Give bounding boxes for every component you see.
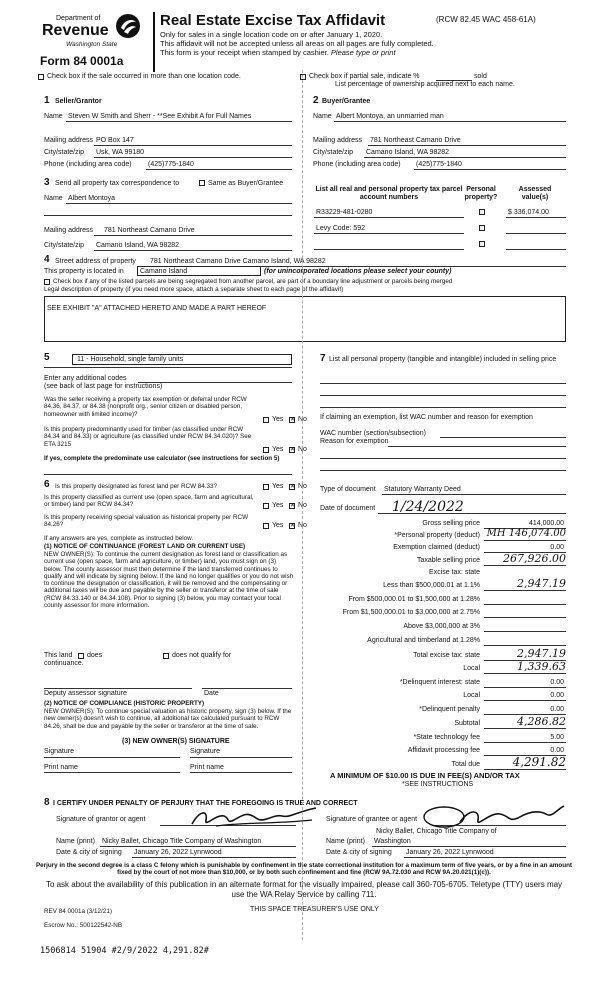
section-2-number: 2 [313, 95, 319, 106]
street-label: Street address of property [55, 258, 136, 265]
tax-local-label: Local [463, 665, 480, 672]
tax-delinq-penalty-value: 0.00 [550, 706, 564, 713]
tax-total-due-label: Total due [451, 761, 480, 768]
tax-tech-fee-label: *State technology fee [413, 734, 480, 741]
buyer-mailing-value: 781 Northeast Camano Drive [370, 137, 461, 144]
s6-q3-no-label: No [298, 522, 307, 529]
parcel-row-1-line [314, 217, 464, 218]
header-line1: Only for sales in a single location code on or after January 1, 2020. [160, 30, 383, 39]
section5-line-a [44, 367, 292, 368]
section7-text: List all personal property (tangible and intangible) included in selling price [329, 356, 557, 363]
tax-tier4-label: Above $3,000,000 at 3% [403, 623, 480, 630]
tax-taxable-value: 267,926.00 [503, 552, 566, 565]
seller-mailing-value: PO Box 147 [96, 137, 134, 144]
availability-notice: To ask about the availability of this publication in an alternate format for the visually impaired, please call 360-705-6705. Teletype (TTY) users may use the WA Relay Service by calling 711. [45, 880, 563, 899]
segregated-checkbox[interactable] [44, 279, 50, 285]
section-3-number: 3 [44, 177, 50, 188]
buyer-city-label: City/state/zip [313, 149, 354, 156]
grantee-date-label: Date & city of signing [326, 849, 392, 856]
buyer-phone-line [414, 169, 566, 170]
notice2-text: NEW OWNER(S): To continue special valuation as historic property, sign (3) below. If the new owner(s) doesn't wish to continue, all additional tax calculated pursuant to RCW 84.26, shall be due and payable by the seller or transferor at the time of sale. [44, 708, 292, 730]
q1-yes-label: Yes [272, 416, 284, 423]
escrow-number: Escrow No.: 500122542-NB [44, 922, 123, 929]
reason-label: Reason for exemption [320, 438, 389, 445]
s6-q1-no-checkbox[interactable]: ✕ [290, 484, 296, 490]
multi-location-label: Check box if the sale occurred in more than one location code. [47, 73, 241, 80]
tax-tier1-line [484, 590, 566, 591]
form-title: Real Estate Excise Tax Affidavit [160, 12, 386, 29]
section5-question-1: Was the seller receiving a property tax exemption or deferral under RCW 84.36, 84.37, or 84.38 (nonprofit org., senior citizen or disabled person, homeowner with limited income)? [44, 396, 247, 418]
tax-tier2-line [484, 604, 566, 605]
s6-q2-no-checkbox[interactable]: ✕ [290, 503, 296, 509]
section-1-number: 1 [44, 95, 50, 106]
parcel-row-2-personal-checkbox[interactable] [479, 225, 485, 231]
q1-yes-checkbox[interactable] [263, 417, 269, 423]
tax-total-due-line [484, 769, 566, 770]
owner-print-line-1 [44, 772, 180, 773]
grantor-name-line [100, 846, 296, 847]
section6-ifany: If any answers are yes, complete as instructed below. [44, 535, 194, 542]
deputy-date-label: Date [204, 690, 219, 697]
header-line3-italic: Please type or print [330, 48, 396, 57]
owner-sig-line-2 [190, 757, 292, 758]
parcel-row-2-number: Levy Code: 592 [316, 225, 366, 232]
tax-subtotal-label: Subtotal [454, 720, 480, 727]
s6-q1-no-label: No [298, 483, 307, 490]
partial-sold-label: sold [474, 73, 487, 80]
section-5-number: 5 [44, 352, 50, 363]
section5-line-b [44, 474, 292, 475]
buyer-phone-value: (425)775-1840 [416, 161, 462, 168]
notice2-title: (2) NOTICE OF COMPLIANCE (HISTORIC PROPERTY) [44, 700, 205, 707]
grantee-name-above: Nicky Ballet, Chicago Title Company of [376, 828, 497, 835]
q1-no-label: No [298, 416, 307, 423]
cashier-stamp: 1506814 51904 #2/9/2022 4,291.82# [40, 946, 209, 956]
same-as-buyer-label: Same as Buyer/Grantee [208, 180, 284, 187]
dor-logo [40, 12, 150, 52]
parcel-row-1-number: R33229-481-0280 [316, 209, 373, 216]
seller-name-line [66, 121, 292, 122]
s6-q2-no-label: No [298, 502, 307, 509]
logo-dept: Department of [56, 15, 101, 22]
section5-question-2b: If yes, complete the predominate use calculator (see instructions for section 5) [44, 455, 280, 462]
tax-delinq-int-state-label: *Delinquent interest: state [399, 679, 480, 686]
deputy-sig-label: Deputy assessor signature [44, 690, 127, 697]
perjury-notice: Perjury in the second degree is a class C felony which is punishable by confinement in the state correctional institution for a maximum term of five years, or by a fine in an amount fixed by the court of not more than $10,000, or by both such confinement and fine (RCW 9A.72.030 and RCW 9A.20.021(1)(c)). [35, 862, 573, 877]
owner-sig-line-1 [44, 757, 180, 758]
header-line3 [160, 49, 396, 57]
deputy-sig-line [44, 688, 192, 689]
section5-question-2: Is this property predominantly used for timber (as classified under RCW 84.34 and 84.33) or agriculture (as classified under RCW 84.34.020)? See ETA 3215 [44, 426, 252, 448]
header-line3-text: This form is your receipt when stamped by cashier. [160, 48, 329, 57]
center-fold-line [302, 70, 303, 940]
tax-tier4-line [484, 631, 566, 632]
seller-heading: Seller/Grantor [55, 98, 102, 105]
corr-mailing-label: Mailing address [44, 227, 94, 234]
buyer-mailing-line [368, 145, 566, 146]
parcel-row-3-personal-checkbox[interactable] [479, 241, 485, 247]
partial-note: List percentage of ownership acquired next to each name. [335, 81, 515, 88]
buyer-mailing-label: Mailing address [313, 137, 363, 144]
tax-taxable-label: Taxable selling price [416, 557, 480, 564]
see-instructions-note: *SEE INSTRUCTIONS [402, 781, 474, 788]
s7-line-3 [320, 407, 566, 408]
tax-delinq-int-state-line [484, 687, 566, 688]
q2-yes-checkbox[interactable] [263, 447, 269, 453]
seller-phone-line [146, 169, 292, 170]
multi-location-checkbox[interactable] [38, 74, 44, 80]
s6-q2-yes-label: Yes [272, 502, 284, 509]
s6-q3-yes-label: Yes [272, 522, 284, 529]
tax-personal-label: *Personal property (deduct) [394, 532, 480, 539]
parcel-col3-header: Assessed value(s) [518, 186, 552, 201]
doc-type-line [382, 494, 566, 495]
partial-sale-checkbox[interactable] [300, 74, 306, 80]
notice1-title: (1) NOTICE OF CONTINUANCE (FOREST LAND OR CURRENT USE) [44, 543, 246, 550]
buyer-heading: Buyer/Grantee [322, 98, 371, 105]
reason-line-2 [320, 458, 566, 459]
exemption-label: If claiming an exemption, list WAC number and reason for exemption [320, 414, 533, 421]
legal-description-box[interactable] [44, 296, 566, 342]
q2-yes-label: Yes [272, 446, 284, 453]
section-7-number: 7 [320, 353, 326, 364]
tax-total-due-value: 4,291.82 [512, 755, 566, 769]
parcel-col2-header: Personal property? [464, 186, 498, 201]
same-as-buyer-checkbox[interactable] [199, 180, 205, 186]
tax-delinq-penalty-label: *Delinquent penalty [419, 706, 480, 713]
form-number: Form 84 0001a [40, 54, 124, 68]
corr-name-line [66, 203, 292, 204]
tax-tech-fee-value: 5.00 [550, 734, 564, 741]
located-note: (for unincorporated locations please select your county) [264, 268, 452, 275]
seller-phone-value: (425)775-1840 [148, 161, 194, 168]
s6-q3-yes-checkbox[interactable] [263, 523, 269, 529]
notice1-text: NEW OWNER(S): To continue the current designation as forest land or classification as current use (open space, farm and agriculture, or timber) land, you must sign on (3) below. The county assessor must then determine if the land transferred continues to qualify and will indicate by signing below. If the land no longer qualifies or you do not wish to continue the designation or classification, it will be removed and the compensating or additional taxes will be due and payable by the seller or transferor at the time of sale (RCW 84.33.140 or 84.34.108). Prior to signing (3) below, you may contact your local county assessor for more information. [44, 551, 294, 610]
tax-personal-value: MH 146,074.00 [486, 528, 566, 539]
parcel-row-3-line [314, 249, 464, 250]
grantor-signature-icon [186, 804, 326, 832]
parcel-row-1-personal-checkbox[interactable] [479, 209, 485, 215]
section6-question-2: Is this property classified as current use (open space, farm and agricultural, or timber) land per RCW 84.34? [44, 494, 254, 509]
partial-sale-label: Check box if partial sale, indicate % [309, 73, 420, 80]
logo-state: Washington State [66, 41, 118, 48]
street-value: 781 Northeast Camano Drive Camano Island, WA 98282 [150, 258, 326, 265]
corr-city-value: Camano Island, WA 98282 [96, 242, 180, 249]
grantee-name-label: Name (print) [326, 838, 365, 845]
grantor-date-value: January 26, 2022 Lynnwood [134, 849, 222, 856]
tax-processing-fee-label: Affidavit processing fee [407, 747, 480, 754]
section-4-number: 4 [44, 254, 50, 265]
corr-name-label: Name [44, 195, 63, 202]
this-land-label: This land [44, 652, 73, 659]
does-not-checkbox[interactable] [163, 653, 169, 659]
does-checkbox[interactable] [78, 653, 84, 659]
buyer-name-label: Name [313, 113, 332, 120]
grantor-name-label: Name (print) [56, 838, 95, 845]
grantee-name-value: Washington [374, 838, 411, 845]
s6-q2-yes-checkbox[interactable] [263, 503, 269, 509]
tax-agri-line [484, 645, 566, 646]
s7-line-2 [320, 395, 566, 396]
tax-tier3-line [484, 617, 566, 618]
grantor-sig-label: Signature of grantor or agent [56, 816, 146, 823]
parcel-row-1-value-line [506, 217, 566, 218]
seller-city-line [94, 157, 292, 158]
tax-gross-value: 414,000.00 [528, 520, 564, 527]
tax-tier2-label: From $500,000.01 to $1,500,000 at 1.28% [348, 596, 480, 603]
legal-label: Legal description of property (if you need more space, attach a separate sheet to each page of the affidavit) [44, 286, 344, 293]
buyer-city-line [364, 157, 566, 158]
doc-type-value: Statutory Warranty Deed [384, 486, 461, 493]
tax-total-state-value: 2,947.19 [517, 647, 566, 660]
tax-taxable-line [484, 565, 566, 566]
certify-text: I CERTIFY UNDER PENALTY OF PERJURY THAT THE FOREGOING IS TRUE AND CORRECT [53, 800, 358, 807]
buyer-name-value: Albert Montoya, an unmarried man [336, 113, 444, 120]
seller-name-value: Steven W Smith and Sherr - **See Exhibit A for Full Names [68, 113, 252, 120]
segregated-label: Check box if any of the listed parcels are being segregated from another parcel, are part of a boundary line adjustment or parcels being merged [53, 278, 453, 285]
treasurer-use-label: THIS SPACE TREASURER'S USE ONLY [250, 906, 379, 913]
use-code-value: 11 - Household, single family units [77, 356, 184, 363]
tax-processing-fee-value: 0.00 [550, 747, 564, 754]
legal-description-value: SEE EXHIBIT "A" ATTACHED HERETO AND MADE A PART HEREOF [47, 305, 267, 312]
seller-city-label: City/state/zip [44, 149, 85, 156]
seller-name-label: Name [44, 113, 63, 120]
additional-codes-note: (see back of last page for instructions) [44, 383, 163, 390]
tax-tier3-label: From $1,500,000.01 to $3,000,000 at 2.75% [342, 609, 480, 616]
wac-line [440, 437, 566, 438]
parcel-row-3-value-line [506, 249, 566, 250]
owner-sig-label-2: Signature [190, 748, 220, 755]
reason-line [388, 446, 566, 447]
seller-mailing-label: Mailing address [44, 137, 94, 144]
tax-delinq-int-local-label: Local [463, 692, 480, 699]
s6-q1-yes-checkbox[interactable] [263, 484, 269, 490]
buyer-city-value: Camano Island, WA 98282 [366, 149, 450, 156]
seller-city-value: Usk, WA 99180 [96, 149, 144, 156]
tax-local-value: 1,339.63 [517, 660, 566, 673]
q2-no-checkbox[interactable]: ✕ [290, 447, 296, 453]
q2-no-label: No [298, 446, 307, 453]
s6-q1-yes-label: Yes [272, 483, 284, 490]
s6-q3-no-checkbox[interactable]: ✕ [290, 523, 296, 529]
additional-codes-label: Enter any additional codes [44, 375, 127, 382]
buyer-phone-label: Phone (including area code) [313, 161, 401, 168]
logo-revenue: Revenue [42, 22, 109, 39]
tax-delinq-int-state-value: 0.00 [550, 679, 564, 686]
does-not-label: does not qualify for [172, 652, 232, 659]
tax-local-line [484, 673, 566, 674]
corr-blank-line [44, 215, 292, 216]
section6-question-3: Is this property receiving special valuation as historical property per RCW 84.26? [44, 514, 249, 529]
use-code-dropdown[interactable] [72, 354, 292, 365]
tax-agri-label: Agricultural and timberland at 1.28% [367, 637, 480, 644]
revision-label: REV 84 0001a (3/12/21) [44, 908, 112, 915]
tax-tech-fee-line [484, 742, 566, 743]
seller-phone-label: Phone (including area code) [44, 161, 132, 168]
doc-date-value: 1/24/2022 [392, 499, 464, 515]
form-statute: (RCW 82.45 WAC 458-61A) [436, 15, 536, 24]
owner-print-label-1: Print name [44, 764, 78, 771]
corr-name-value: Albert Montoya [68, 195, 116, 202]
located-value: Camano Island [140, 268, 188, 275]
parcel-row-1-value: $ 336,074.00 [508, 209, 549, 216]
corr-mailing-line [94, 235, 292, 236]
new-owner-sig-heading: (3) NEW OWNER(S) SIGNATURE [122, 738, 230, 745]
correspondence-heading: Send all property tax correspondence to [55, 180, 180, 187]
corr-city-line [94, 250, 292, 251]
tax-total-state-label: Total excise tax: state [413, 652, 480, 659]
minimum-due-note: A MINIMUM OF $10.00 IS DUE IN FEE(S) AND/OR TAX [330, 771, 520, 780]
wa-logo-icon [114, 12, 142, 40]
grantor-date-line [132, 857, 296, 858]
tax-personal-line [484, 540, 566, 541]
grantee-sig-label: Signature of grantee or agent [326, 816, 418, 823]
doc-type-label: Type of document [320, 486, 376, 493]
seller-mailing-line [94, 145, 292, 146]
tax-delinq-int-local-value: 0.00 [550, 692, 564, 699]
tax-exemption-value: 0.00 [550, 544, 564, 551]
tax-tier1-label: Less than $500,000.01 at 1.1% [383, 582, 480, 589]
header-line2: This affidavit will not be accepted unless all areas on all pages are fully completed. [160, 39, 434, 48]
does-label: does [87, 652, 103, 659]
parcel-col1-header: List all real and personal property tax parcel account numbers [315, 186, 463, 201]
tax-subtotal-line [484, 728, 566, 729]
parcel-row-2-value-line [506, 233, 566, 234]
located-dropdown[interactable] [137, 266, 261, 276]
grantee-date-line [404, 857, 566, 858]
reason-line-3 [320, 470, 566, 471]
section-6-number: 6 [44, 479, 50, 490]
grantee-name-line [372, 846, 566, 847]
s7-line-1 [320, 383, 566, 384]
parcel-row-2-line [314, 233, 464, 234]
header-divider [153, 12, 155, 72]
doc-date-label: Date of document [320, 505, 376, 512]
grantor-date-label: Date & city of signing [56, 849, 122, 856]
grantor-name-value: Nicky Ballet, Chicago Title Company of Washington [102, 838, 262, 845]
tax-exemption-label: Exemption claimed (deduct) [393, 544, 480, 551]
tax-subtotal-value: 4,286.82 [517, 715, 566, 728]
continuance-label: continuance. [44, 660, 84, 667]
located-label: This property is located in [44, 268, 124, 275]
deputy-date-line [202, 688, 292, 689]
corr-mailing-value: 781 Northeast Camano Drive [104, 227, 195, 234]
buyer-name-line [334, 121, 566, 122]
owner-print-label-2: Print name [190, 764, 224, 771]
section6-question-1: Is this property designated as forest land per RCW 84.33? [55, 483, 218, 490]
doc-date-line [378, 513, 566, 514]
owner-print-line-2 [190, 772, 292, 773]
tax-excise-state-label: Excise tax: state [429, 569, 480, 576]
tax-tier1-value: 2,947.19 [517, 577, 566, 590]
owner-sig-label-1: Signature [44, 748, 74, 755]
q1-no-checkbox[interactable]: ✕ [290, 417, 296, 423]
section-8-number: 8 [44, 797, 50, 808]
tax-gross-label: Gross selling price [422, 520, 480, 527]
wac-label: WAC number (section/subsection) [320, 430, 426, 437]
corr-city-label: City/state/zip [44, 242, 85, 249]
grantee-date-value: January 26, 2022 Lynnwood [406, 849, 494, 856]
tax-delinq-int-local-line [484, 700, 566, 701]
